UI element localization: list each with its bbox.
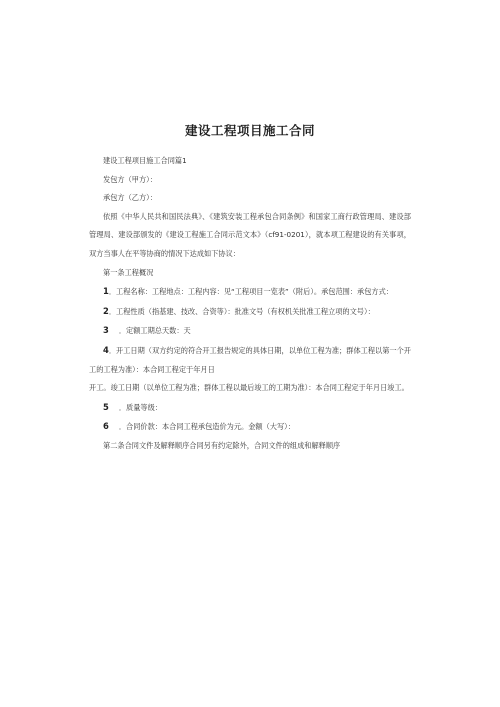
clause-text: ．工程名称：工程地点：工程内容：见“工程项目一览表”（附后）。承包范围：承包方式： (108, 287, 393, 297)
clause-text: ．开工日期（双方约定的符合开工报告规定的具体日期，以单位工程为准；群体工程以第一个开工的工程为准）：本合同工程定于年月日 (89, 345, 411, 374)
clause-number: 6 (103, 421, 109, 432)
clause-text: ．合同价款：本合同工程承包造价为元。金额（大写）： (118, 422, 295, 432)
clause-4-continued: 开工。竣工日期（以单位工程为准；群体工程以最后竣工的工期为准）：本合同工程定于年月日竣工。 (89, 383, 409, 393)
clause-4 (89, 341, 411, 379)
clause-number: 2 (103, 305, 109, 316)
clause-5 (89, 398, 411, 418)
article-1-title: 第一条工程概况 (103, 267, 154, 277)
clause-2 (89, 302, 411, 322)
contract-heading: 建设工程项目施工合同篇1 (103, 156, 187, 165)
clause-3 (89, 321, 411, 341)
clause-number: 3 (103, 325, 109, 336)
document-body (89, 152, 411, 456)
document-title: 建设工程项目施工合同 (184, 123, 315, 138)
article-2-title: 第二条合同文件及解释顺序合同另有约定除外，合同文件的组成和解释顺序 (103, 440, 341, 450)
intro-paragraph: 依照《中华人民共和国民法典》、《建筑安装工程承包合同条例》和国家工商行政管理局、建设部管理局、建设部颁发的《建设工程施工合同示范文本》（cf91-0201），就本项工程建设的有关事项，双方当事人在平等协商的情况下达成如下协议： (89, 211, 411, 258)
clause-text: ．质量等级： (118, 402, 162, 412)
clause-6 (89, 417, 411, 437)
clause-number: 1 (103, 286, 109, 297)
clause-number: 4 (103, 344, 109, 355)
clause-text: ．工程性质（指基建、技改、合资等）：批准文号（有权机关批准工程立项的文号）： (108, 306, 375, 316)
clause-1 (89, 282, 411, 302)
party-a-line: 发包方（甲方）： (103, 174, 157, 184)
clause-number: 5 (103, 401, 109, 412)
clause-text: ．定额工期总天数：天 (118, 326, 191, 336)
party-b-line: 承包方（乙方）： (103, 193, 157, 203)
